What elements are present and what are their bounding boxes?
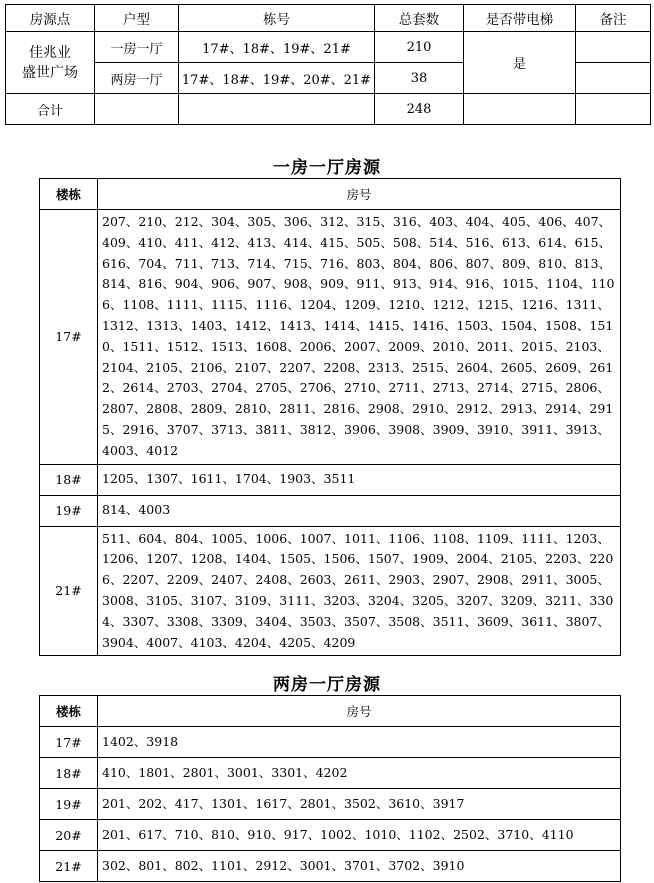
- two-bedroom-table: [39, 695, 621, 882]
- rooms-cell: 1402、3918: [98, 727, 621, 758]
- one-bedroom-title: 一房一厅房源: [273, 158, 381, 178]
- two-bedroom-header-row: [40, 696, 621, 727]
- rooms-cell: 302、801、802、1101、2912、3001、3701、3702、3910: [98, 851, 621, 882]
- header-elevator: 是否带电梯: [464, 5, 576, 32]
- building-cell: 19#: [40, 495, 98, 526]
- summary-total-row: [6, 94, 651, 125]
- rooms-cell: 814、4003: [98, 495, 621, 526]
- building-cell: 19#: [40, 789, 98, 820]
- table-row: [40, 210, 621, 465]
- header-type: 户型: [95, 5, 179, 32]
- location-line-1: 佳兆业: [29, 44, 71, 61]
- building-cell: 17#: [40, 210, 98, 465]
- header-location: 房源点: [6, 5, 95, 32]
- col-rooms-header: 房号: [98, 179, 621, 210]
- remarks-cell: [576, 32, 651, 63]
- empty-cell: [464, 94, 576, 125]
- empty-cell: [576, 94, 651, 125]
- total-count: 248: [375, 94, 464, 125]
- remarks-cell: [576, 63, 651, 94]
- count-cell: 38: [375, 63, 464, 94]
- summary-header-row: [6, 5, 651, 32]
- rooms-cell: 201、202、417、1301、1617、2801、3502、3610、3917: [98, 789, 621, 820]
- header-buildings: 栋号: [179, 5, 375, 32]
- empty-cell: [95, 94, 179, 125]
- total-label: 合计: [6, 94, 95, 125]
- col-building-header: 楼栋: [40, 179, 98, 210]
- table-row: [40, 820, 621, 851]
- elevator-cell: 是: [464, 32, 576, 94]
- building-cell: 17#: [40, 727, 98, 758]
- empty-cell: [179, 94, 375, 125]
- table-row: [40, 495, 621, 526]
- location-line-2: 盛世广场: [22, 64, 78, 81]
- building-cell: 18#: [40, 758, 98, 789]
- buildings-cell: 17#、18#、19#、20#、21#: [179, 63, 375, 94]
- summary-table: [5, 4, 651, 125]
- header-count: 总套数: [375, 5, 464, 32]
- col-building-header: 楼栋: [40, 696, 98, 727]
- building-cell: 18#: [40, 464, 98, 495]
- summary-row-one-bedroom: [6, 32, 651, 63]
- rooms-cell: 207、210、212、304、305、306、312、315、316、403、404、405、406、407、409、410、411、412、413、414、415、505、508、514、516、613、614、615、616、704、711、713、714、715、716、803、804、806、807、809、810、813、814、816、904、906、907、908、909、911、913、914、916、1015、1104、1106、1108、1111、1115、1116、1204、1209、1210、1212、1215、1216、1311、1312、1313、1403、1412、1413、1414、1415、1416、1503、1504、1508、1510、1511、1512、1513、1608、2006、2007、2009、2010、2011、2015、2103、2104、2105、2106、2107、2207、2208、2313、2515、2604、2605、2609、2612、2614、2703、2704、2705、2706、2710、2711、2713、2714、2715、2806、2807、2808、2809、2810、2811、2816、2908、2910、2912、2913、2914、2915、2916、3707、3713、3811、3812、3906、3908、3909、3910、3911、3913、4003、4012: [98, 210, 621, 465]
- table-row: [40, 526, 621, 656]
- table-row: [40, 727, 621, 758]
- one-bedroom-header-row: [40, 179, 621, 210]
- building-cell: 20#: [40, 820, 98, 851]
- two-bedroom-title: 两房一厅房源: [273, 675, 381, 695]
- type-cell: 两房一厅: [95, 63, 179, 94]
- buildings-cell: 17#、18#、19#、21#: [179, 32, 375, 63]
- type-cell: 一房一厅: [95, 32, 179, 63]
- rooms-cell: 410、1801、2801、3001、3301、4202: [98, 758, 621, 789]
- location-cell: [6, 32, 95, 94]
- rooms-cell: 201、617、710、810、910、917、1002、1010、1102、2502、3710、4110: [98, 820, 621, 851]
- building-cell: 21#: [40, 851, 98, 882]
- table-row: [40, 758, 621, 789]
- table-row: [40, 851, 621, 882]
- rooms-cell: 511、604、804、1005、1006、1007、1011、1106、1108、1109、1111、1203、1206、1207、1208、1404、1505、1506、1507、1909、2004、2105、2203、2206、2207、2209、2407、2408、2603、2611、2903、2907、2908、2911、3005、3008、3105、3107、3109、3111、3203、3204、3205、3207、3209、3211、3304、3307、3308、3309、3404、3503、3507、3508、3511、3609、3611、3807、3904、4007、4103、4204、4205、4209: [98, 526, 621, 656]
- count-cell: 210: [375, 32, 464, 63]
- rooms-cell: 1205、1307、1611、1704、1903、3511: [98, 464, 621, 495]
- table-row: [40, 789, 621, 820]
- header-remarks: 备注: [576, 5, 651, 32]
- one-bedroom-table: [39, 178, 621, 656]
- table-row: [40, 464, 621, 495]
- col-rooms-header: 房号: [98, 696, 621, 727]
- building-cell: 21#: [40, 526, 98, 656]
